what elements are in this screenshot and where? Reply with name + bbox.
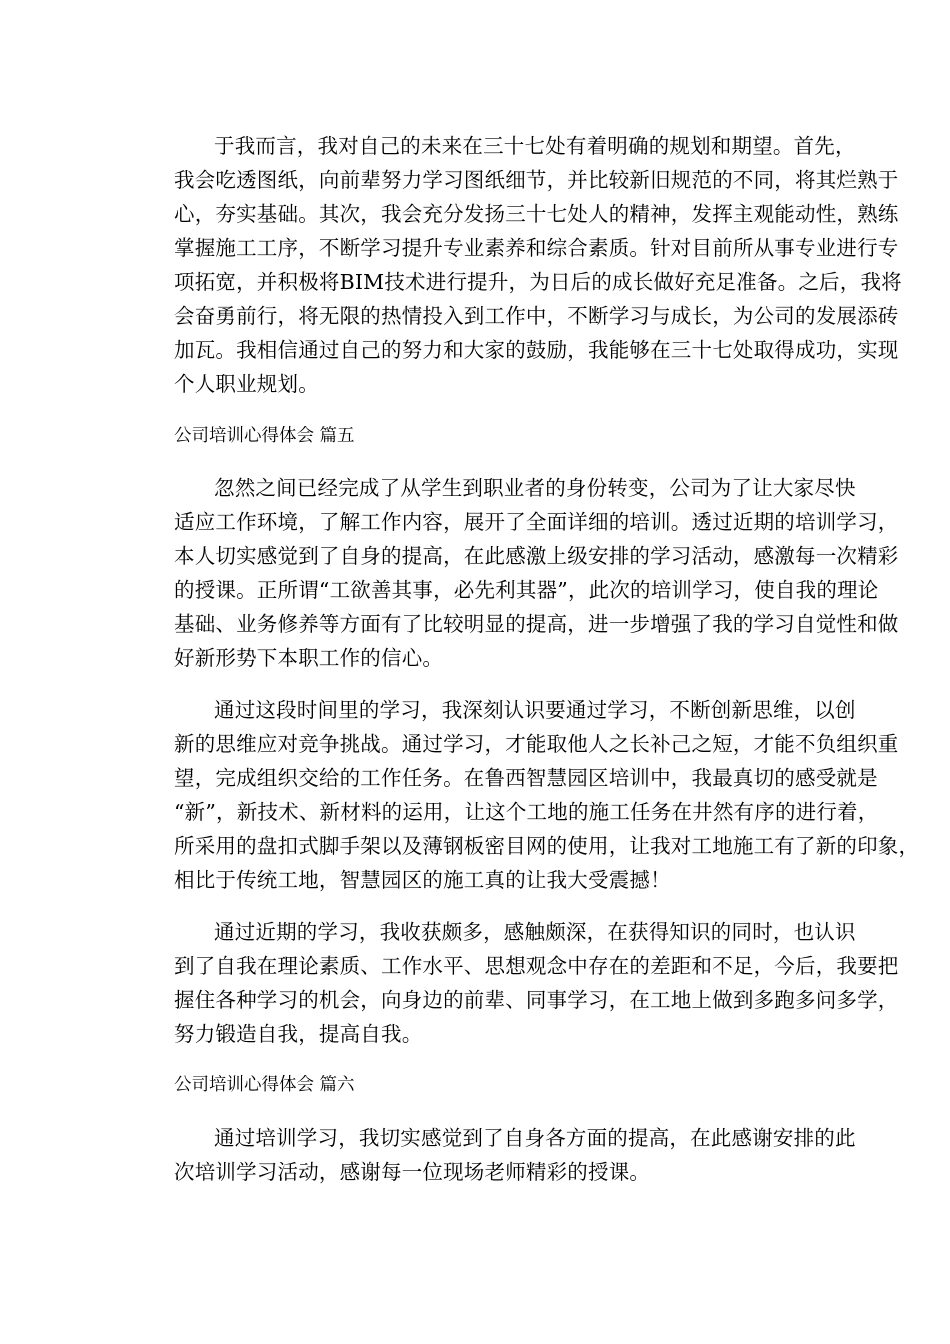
paragraph-1-line-6: 会奋勇前行，将无限的热情投入到工作中，不断学习与成长，为公司的发展添砖 [174,304,899,328]
paragraph-3-line-2: 新的思维应对竞争挑战。通过学习，才能取他人之长补己之短，才能不负组织重 [174,732,899,756]
paragraph-3-line-6: 相比于传统工地，智慧园区的施工真的让我大受震撼！ [174,868,671,892]
paragraph-2-line-2: 适应工作环境，了解工作内容，展开了全面详细的培训。透过近期的培训学习， [174,510,899,534]
paragraph-2-line-4: 的授课。正所谓“工欲善其事，必先利其器”，此次的培训学习，使自我的理论 [174,578,879,602]
paragraph-5-line-2: 次培训学习活动，感谢每一位现场老师精彩的授课。 [174,1160,651,1184]
paragraph-4-line-4: 努力锻造自我，提高自我。 [174,1022,423,1046]
paragraph-1-line-4: 掌握施工工序，不断学习提升专业素养和综合素质。针对目前所从事专业进行专 [174,236,899,260]
paragraph-3-line-1: 通过这段时间里的学习，我深刻认识要通过学习，不断创新思维，以创 [214,698,856,722]
section-heading-5: 公司培训心得体会 篇五 [174,426,355,446]
paragraph-4-line-2: 到了自我在理论素质、工作水平、思想观念中存在的差距和不足，今后，我要把 [174,954,899,978]
paragraph-4-line-3: 握住各种学习的机会，向身边的前辈、同事学习，在工地上做到多跑多问多学， [174,988,899,1012]
paragraph-2-line-6: 好新形势下本职工作的信心。 [174,646,444,670]
section-heading-6: 公司培训心得体会 篇六 [174,1075,355,1095]
paragraph-1-line-8: 个人职业规划。 [174,372,319,396]
paragraph-1-line-2: 我会吃透图纸，向前辈努力学习图纸细节，并比较新旧规范的不同，将其烂熟于 [174,168,899,192]
paragraph-1-line-5: 项拓宽，并积极将BIM技术进行提升，为日后的成长做好充足准备。之后，我将 [174,270,902,294]
paragraph-1-line-3: 心，夯实基础。其次，我会充分发扬三十七处人的精神，发挥主观能动性，熟练 [174,202,899,226]
paragraph-3-line-4: “新”，新技术、新材料的运用，让这个工地的施工任务在井然有序的进行着， [174,800,879,824]
paragraph-1-line-1: 于我而言，我对自己的未来在三十七处有着明确的规划和期望。首先， [214,134,856,158]
paragraph-2-line-1: 忽然之间已经完成了从学生到职业者的身份转变，公司为了让大家尽快 [214,476,856,500]
paragraph-2-line-3: 本人切实感觉到了自身的提高，在此感激上级安排的学习活动，感激每一次精彩 [174,544,899,568]
paragraph-4-line-1: 通过近期的学习，我收获颇多，感触颇深，在获得知识的同时，也认识 [214,920,856,944]
paragraph-3-line-3: 望，完成组织交给的工作任务。在鲁西智慧园区培训中，我最真切的感受就是 [174,766,878,790]
paragraph-1-line-7: 加瓦。我相信通过自己的努力和大家的鼓励，我能够在三十七处取得成功，实现 [174,338,899,362]
paragraph-5-line-1: 通过培训学习，我切实感觉到了自身各方面的提高，在此感谢安排的此 [214,1126,856,1150]
paragraph-3-line-5: 所采用的盘扣式脚手架以及薄钢板密目网的使用，让我对工地施工有了新的印象， [174,834,920,858]
paragraph-2-line-5: 基础、业务修养等方面有了比较明显的提高，进一步增强了我的学习自觉性和做 [174,612,899,636]
